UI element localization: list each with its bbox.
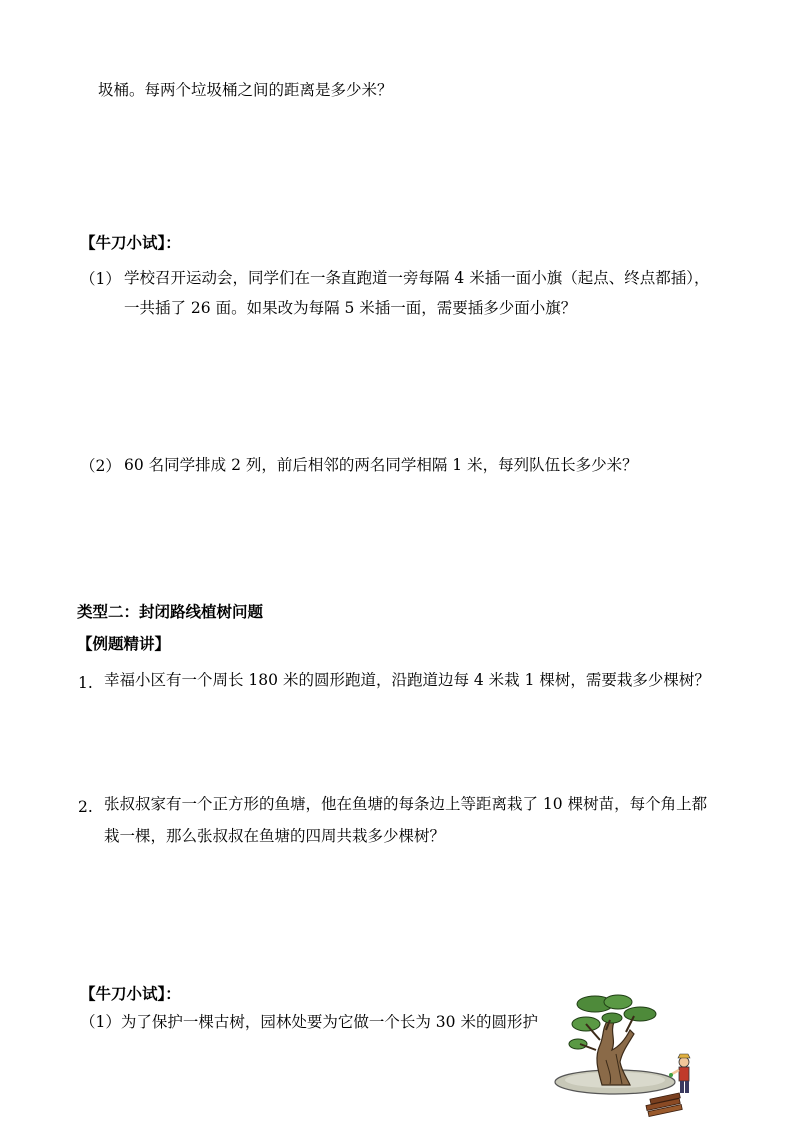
practice1-q1-number: （1）: [80, 270, 121, 288]
example-heading: 【例题精讲】: [77, 635, 171, 653]
section2-title: 类型二：封闭路线植树问题: [77, 603, 264, 621]
example2-line2: 栽一棵，那么张叔叔在鱼塘的四周共栽多少棵树？: [104, 827, 446, 845]
practice1-q1-line2: 一共插了 26 面。如果改为每隔 5 米插一面，需要插多少面小旗？: [124, 299, 577, 317]
example2-number: 2.: [78, 798, 93, 816]
continuation-text: 圾桶。每两个垃圾桶之间的距离是多少米？: [98, 81, 393, 99]
example1-text: 幸福小区有一个周长 180 米的圆形跑道，沿跑道边每 4 米栽 1 棵树，需要栽多少棵树？: [104, 671, 710, 689]
tree-and-gardener-illustration: [550, 990, 700, 1120]
practice1-heading: 【牛刀小试】：: [80, 234, 181, 252]
practice1-q2-number: （2）: [80, 457, 121, 475]
example2-line1: 张叔叔家有一个正方形的鱼塘，他在鱼塘的每条边上等距离栽了 10 棵树苗，每个角上都: [104, 795, 708, 813]
practice1-q1-line1: 学校召开运动会，同学们在一条直跑道一旁每隔 4 米插一面小旗（起点、终点都插），: [124, 269, 710, 287]
practice1-q2-text: 60 名同学排成 2 列，前后相邻的两名同学相隔 1 米，每列队伍长多少米？: [124, 456, 638, 474]
practice2-heading: 【牛刀小试】：: [80, 985, 181, 1003]
example1-number: 1.: [78, 674, 93, 692]
practice2-q1-text: （1）为了保护一棵古树，园林处要为它做一个长为 30 米的圆形护: [80, 1013, 538, 1031]
